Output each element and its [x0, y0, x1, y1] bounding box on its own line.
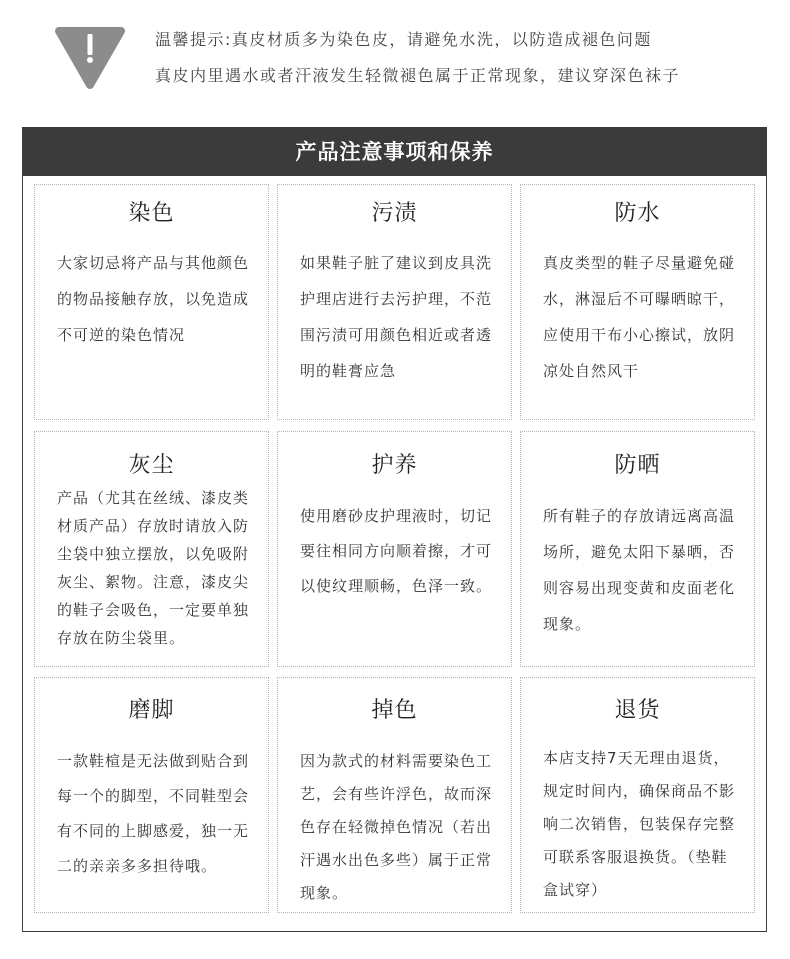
card-text-line: 使用磨砂皮护理液时，切记: [300, 506, 493, 525]
card-text-line: 大家切忌将产品与其他颜色: [57, 254, 250, 272]
card-text-line: 凉处自然风干: [543, 362, 640, 380]
card-text-line: 的物品接触存放，以免造成: [57, 290, 250, 308]
care-card-color-fade: [277, 677, 512, 913]
notice-line-dye-warning: 温馨提示:真皮材质多为染色皮，请避免水洗，以防造成褪色问题: [155, 30, 652, 49]
card-text: [300, 745, 507, 910]
card-title: 防晒: [614, 453, 661, 478]
card-title: 退货: [614, 698, 661, 723]
care-card-returns: [520, 677, 755, 913]
card-text-line: 则容易出现变黄和皮面老化: [543, 579, 736, 597]
care-panel: [22, 127, 767, 932]
care-card-care: [277, 431, 512, 667]
card-text-line: 要往相同方向顺着擦，才可: [300, 541, 493, 560]
card-text-line: 盒试穿）: [543, 880, 608, 899]
card-title: 掉色: [371, 698, 418, 723]
card-text: [543, 245, 750, 389]
card-title: 污渍: [371, 201, 418, 226]
card-text-line: 现象。: [543, 615, 592, 633]
card-text-line: 存放在防尘袋里。: [57, 629, 186, 647]
care-card-stain: [277, 184, 512, 420]
card-text-line: 场所，避免太阳下暴晒，否: [543, 543, 736, 561]
card-text-line: 的鞋子会吸色，一定要单独: [57, 601, 250, 619]
card-text-line: 材质产品）存放时请放入防: [57, 517, 250, 535]
card-title: 防水: [614, 201, 661, 226]
exclamation-dot: [87, 57, 93, 63]
card-text-line: 围污渍可用颜色相近或者透: [300, 326, 493, 344]
card-text: [543, 742, 750, 907]
card-text-line: 水，淋湿后不可曝晒晾干，: [543, 290, 736, 308]
card-text: [543, 498, 750, 642]
care-card-dye: [34, 184, 269, 420]
card-text-line: 真皮类型的鞋子尽量避免碰: [543, 254, 736, 272]
care-card-dust: [34, 431, 269, 667]
card-text-line: 艺，会有些许浮色，故而深: [300, 784, 493, 803]
card-text-line: 灰尘、絮物。注意，漆皮尖: [57, 573, 250, 591]
card-text-line: 可联系客服退换货。（垫鞋: [543, 847, 728, 866]
card-text-line: 所有鞋子的存放请远离高温: [543, 507, 736, 525]
notice-line-lining-warning: 真皮内里遇水或者汗液发生轻微褪色属于正常现象，建议穿深色袜子: [155, 66, 681, 85]
card-text: [300, 245, 507, 389]
card-title: 护养: [371, 453, 418, 478]
card-text-line: 应使用干布小心擦试，放阴: [543, 326, 736, 344]
care-card-sun: [520, 431, 755, 667]
card-text-line: 规定时间内，确保商品不影: [543, 781, 736, 800]
card-text-line: 汗遇水出色多些）属于正常: [300, 850, 493, 869]
exclamation-bar: [88, 34, 93, 55]
care-card-waterproof: [520, 184, 755, 420]
card-text: [57, 744, 264, 884]
card-text-line: 色存在轻微掉色情况（若出: [300, 817, 493, 836]
card-title: 染色: [128, 201, 175, 226]
card-text-line: 产品（尤其在丝绒、漆皮类: [57, 489, 250, 507]
card-text-line: 护理店进行去污护理，不范: [300, 290, 493, 308]
card-text-line: 二的亲亲多多担待哦。: [57, 856, 218, 875]
card-text: [57, 484, 264, 652]
card-text: [57, 245, 264, 353]
card-text-line: 有不同的上脚感爱，独一无: [57, 821, 250, 840]
card-title: 灰尘: [128, 453, 175, 478]
card-text-line: 不可逆的染色情况: [57, 326, 186, 344]
card-text-line: 因为款式的材料需要染色工: [300, 751, 493, 770]
warning-triangle-icon: [53, 25, 127, 91]
card-text: [300, 499, 507, 604]
card-text-line: 以使纹理顺畅，色泽一致。: [300, 576, 493, 595]
card-text-line: 响二次销售，包装保存完整: [543, 814, 736, 833]
card-text-line: 如果鞋子脏了建议到皮具洗: [300, 254, 493, 272]
care-card-chafing: [34, 677, 269, 913]
card-text-line: 明的鞋膏应急: [300, 362, 397, 380]
panel-title: 产品注意事项和保养: [23, 128, 766, 176]
card-text-line: 本店支持7天无理由退货，: [543, 748, 730, 767]
card-text-line: 现象。: [300, 883, 349, 902]
card-text-line: 尘袋中独立摆放，以免吸附: [57, 545, 250, 563]
card-text-line: 每一个的脚型，不同鞋型会: [57, 786, 250, 805]
card-title: 磨脚: [128, 698, 175, 723]
card-text-line: 一款鞋楦是无法做到贴合到: [57, 751, 250, 770]
